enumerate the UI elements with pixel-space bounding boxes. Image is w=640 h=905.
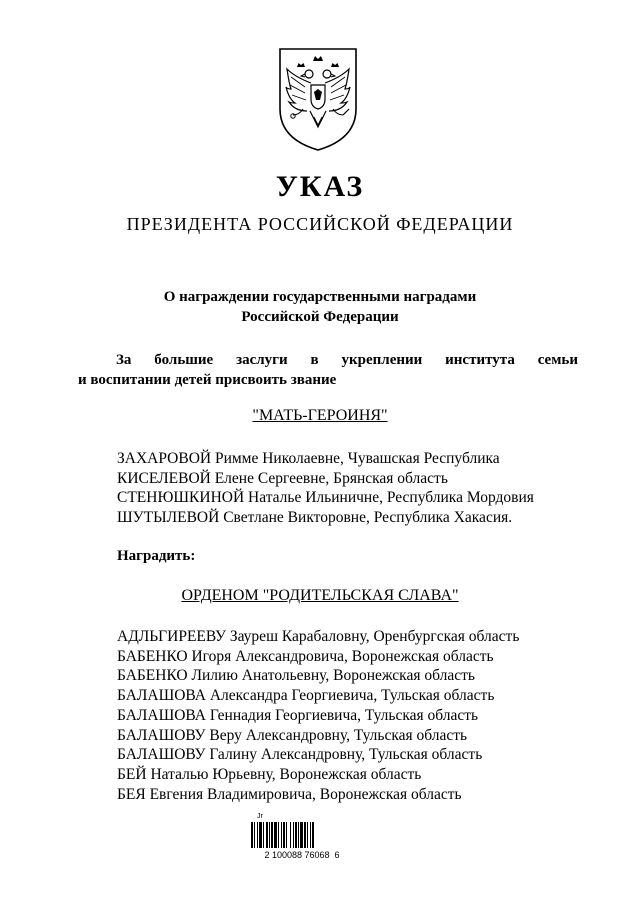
barcode-bar — [310, 822, 311, 848]
russian-coat-of-arms-icon — [277, 47, 359, 152]
recipient-surname: ШУТЫЛЕВОЙ — [117, 508, 220, 526]
recipient-details: Александра Георгиевича, Тульская область — [205, 687, 495, 705]
recipient-surname: ЗАХАРОВОЙ — [117, 450, 212, 467]
barcode-bar — [312, 822, 314, 848]
intro-paragraph-line: За большие заслуги в укреплении института семьи — [116, 352, 578, 368]
recipient-surname: БЕЯ — [117, 785, 146, 803]
barcode-bar — [266, 822, 268, 848]
barcode-bar — [274, 822, 277, 848]
barcode-bar — [251, 822, 253, 848]
barcode-bar — [269, 822, 270, 848]
barcode-bar — [257, 822, 258, 848]
recipient-details: Евгения Владимировича, Воронежская область — [145, 785, 462, 803]
recipient-surname: БАБЕНКО — [117, 647, 188, 665]
barcode-bar — [298, 822, 299, 848]
recipient-surname: СТЕНЮШКИНОЙ — [117, 489, 245, 506]
barcode-bar — [254, 822, 255, 848]
list-item — [117, 627, 519, 647]
recipient-surname: БАЛАШОВУ — [117, 726, 206, 744]
order-title: ОРДЕНОМ "РОДИТЕЛЬСКАЯ СЛАВА" — [181, 587, 459, 604]
recipient-surname: КИСЕЛЕВОЙ — [117, 469, 211, 487]
barcode-bar — [283, 822, 285, 848]
reward-label: Наградить: — [117, 548, 196, 564]
barcode-bar — [286, 822, 287, 848]
recipient-surname: БАЛАШОВА — [117, 706, 206, 724]
list-item — [117, 508, 534, 528]
recipient-details: Игоря Александровича, Воронежская область — [187, 647, 494, 665]
recipient-surname: БЕЙ — [117, 765, 147, 783]
recipient-details: Римме Николаевне, Чувашская Республика — [211, 450, 500, 467]
barcode-icon — [247, 822, 357, 848]
recipient-surname: БАЛАШОВУ — [117, 746, 206, 764]
recipient-details: Елене Сергеевне, Брянская область — [210, 469, 448, 487]
barcode-bar — [293, 822, 294, 848]
recipient-details: Зауреш Карабаловну, Оренбургская область — [225, 628, 520, 645]
honor-recipients-list — [117, 449, 534, 527]
honor-title: "МАТЬ-ГЕРОИНЯ" — [252, 407, 388, 424]
order-recipients-list — [117, 627, 519, 804]
recipient-surname: БАБЕНКО — [117, 667, 188, 685]
decree-subject — [0, 287, 640, 327]
barcode-bar — [263, 822, 264, 848]
barcode-bar — [271, 822, 273, 848]
barcode-bar — [259, 822, 262, 848]
list-item — [117, 745, 519, 765]
list-item — [117, 666, 519, 686]
barcode-bar — [307, 822, 308, 848]
list-item — [117, 488, 534, 508]
barcode-number: 2 100088 76068 6 — [264, 850, 340, 860]
list-item — [117, 765, 519, 785]
recipient-details: Лилию Анатольевну, Воронежская область — [187, 667, 475, 685]
recipient-details: Наталье Ильиничне, Республика Мордовия — [244, 489, 534, 506]
list-item — [117, 726, 519, 746]
recipient-details: Галину Александровну, Тульская область — [205, 746, 483, 764]
recipient-details: Наталью Юрьевну, Воронежская область — [146, 765, 422, 783]
list-item — [117, 469, 534, 489]
barcode-bar — [290, 822, 291, 848]
decree-subject-line: Российской Федерации — [241, 309, 399, 325]
document-subtitle: ПРЕЗИДЕНТА РОССИЙСКОЙ ФЕДЕРАЦИИ — [126, 214, 514, 234]
recipient-details: Светлане Викторовне, Республика Хакасия. — [219, 508, 513, 526]
barcode-mark: Jr — [257, 813, 263, 820]
intro-paragraph-line: и воспитании детей присвоить звание — [78, 372, 337, 388]
list-item — [117, 647, 519, 667]
list-item — [117, 785, 519, 805]
barcode — [247, 813, 357, 872]
barcode-bar — [278, 822, 279, 848]
list-item — [117, 449, 534, 469]
recipient-details: Геннадия Георгиевича, Тульская область — [205, 706, 479, 724]
document-title: УКАЗ — [275, 170, 365, 203]
barcode-bar — [304, 822, 306, 848]
decree-subject-line: О награждении государственными наградами — [163, 289, 477, 305]
list-item — [117, 706, 519, 726]
barcode-bar — [300, 822, 303, 848]
barcode-bar — [295, 822, 297, 848]
recipient-surname: БАЛАШОВА — [117, 687, 206, 705]
recipient-surname: АДЛЬГИРЕЕВУ — [117, 628, 226, 645]
list-item — [117, 686, 519, 706]
barcode-bar — [281, 822, 282, 848]
recipient-details: Веру Александровну, Тульская область — [205, 726, 468, 744]
